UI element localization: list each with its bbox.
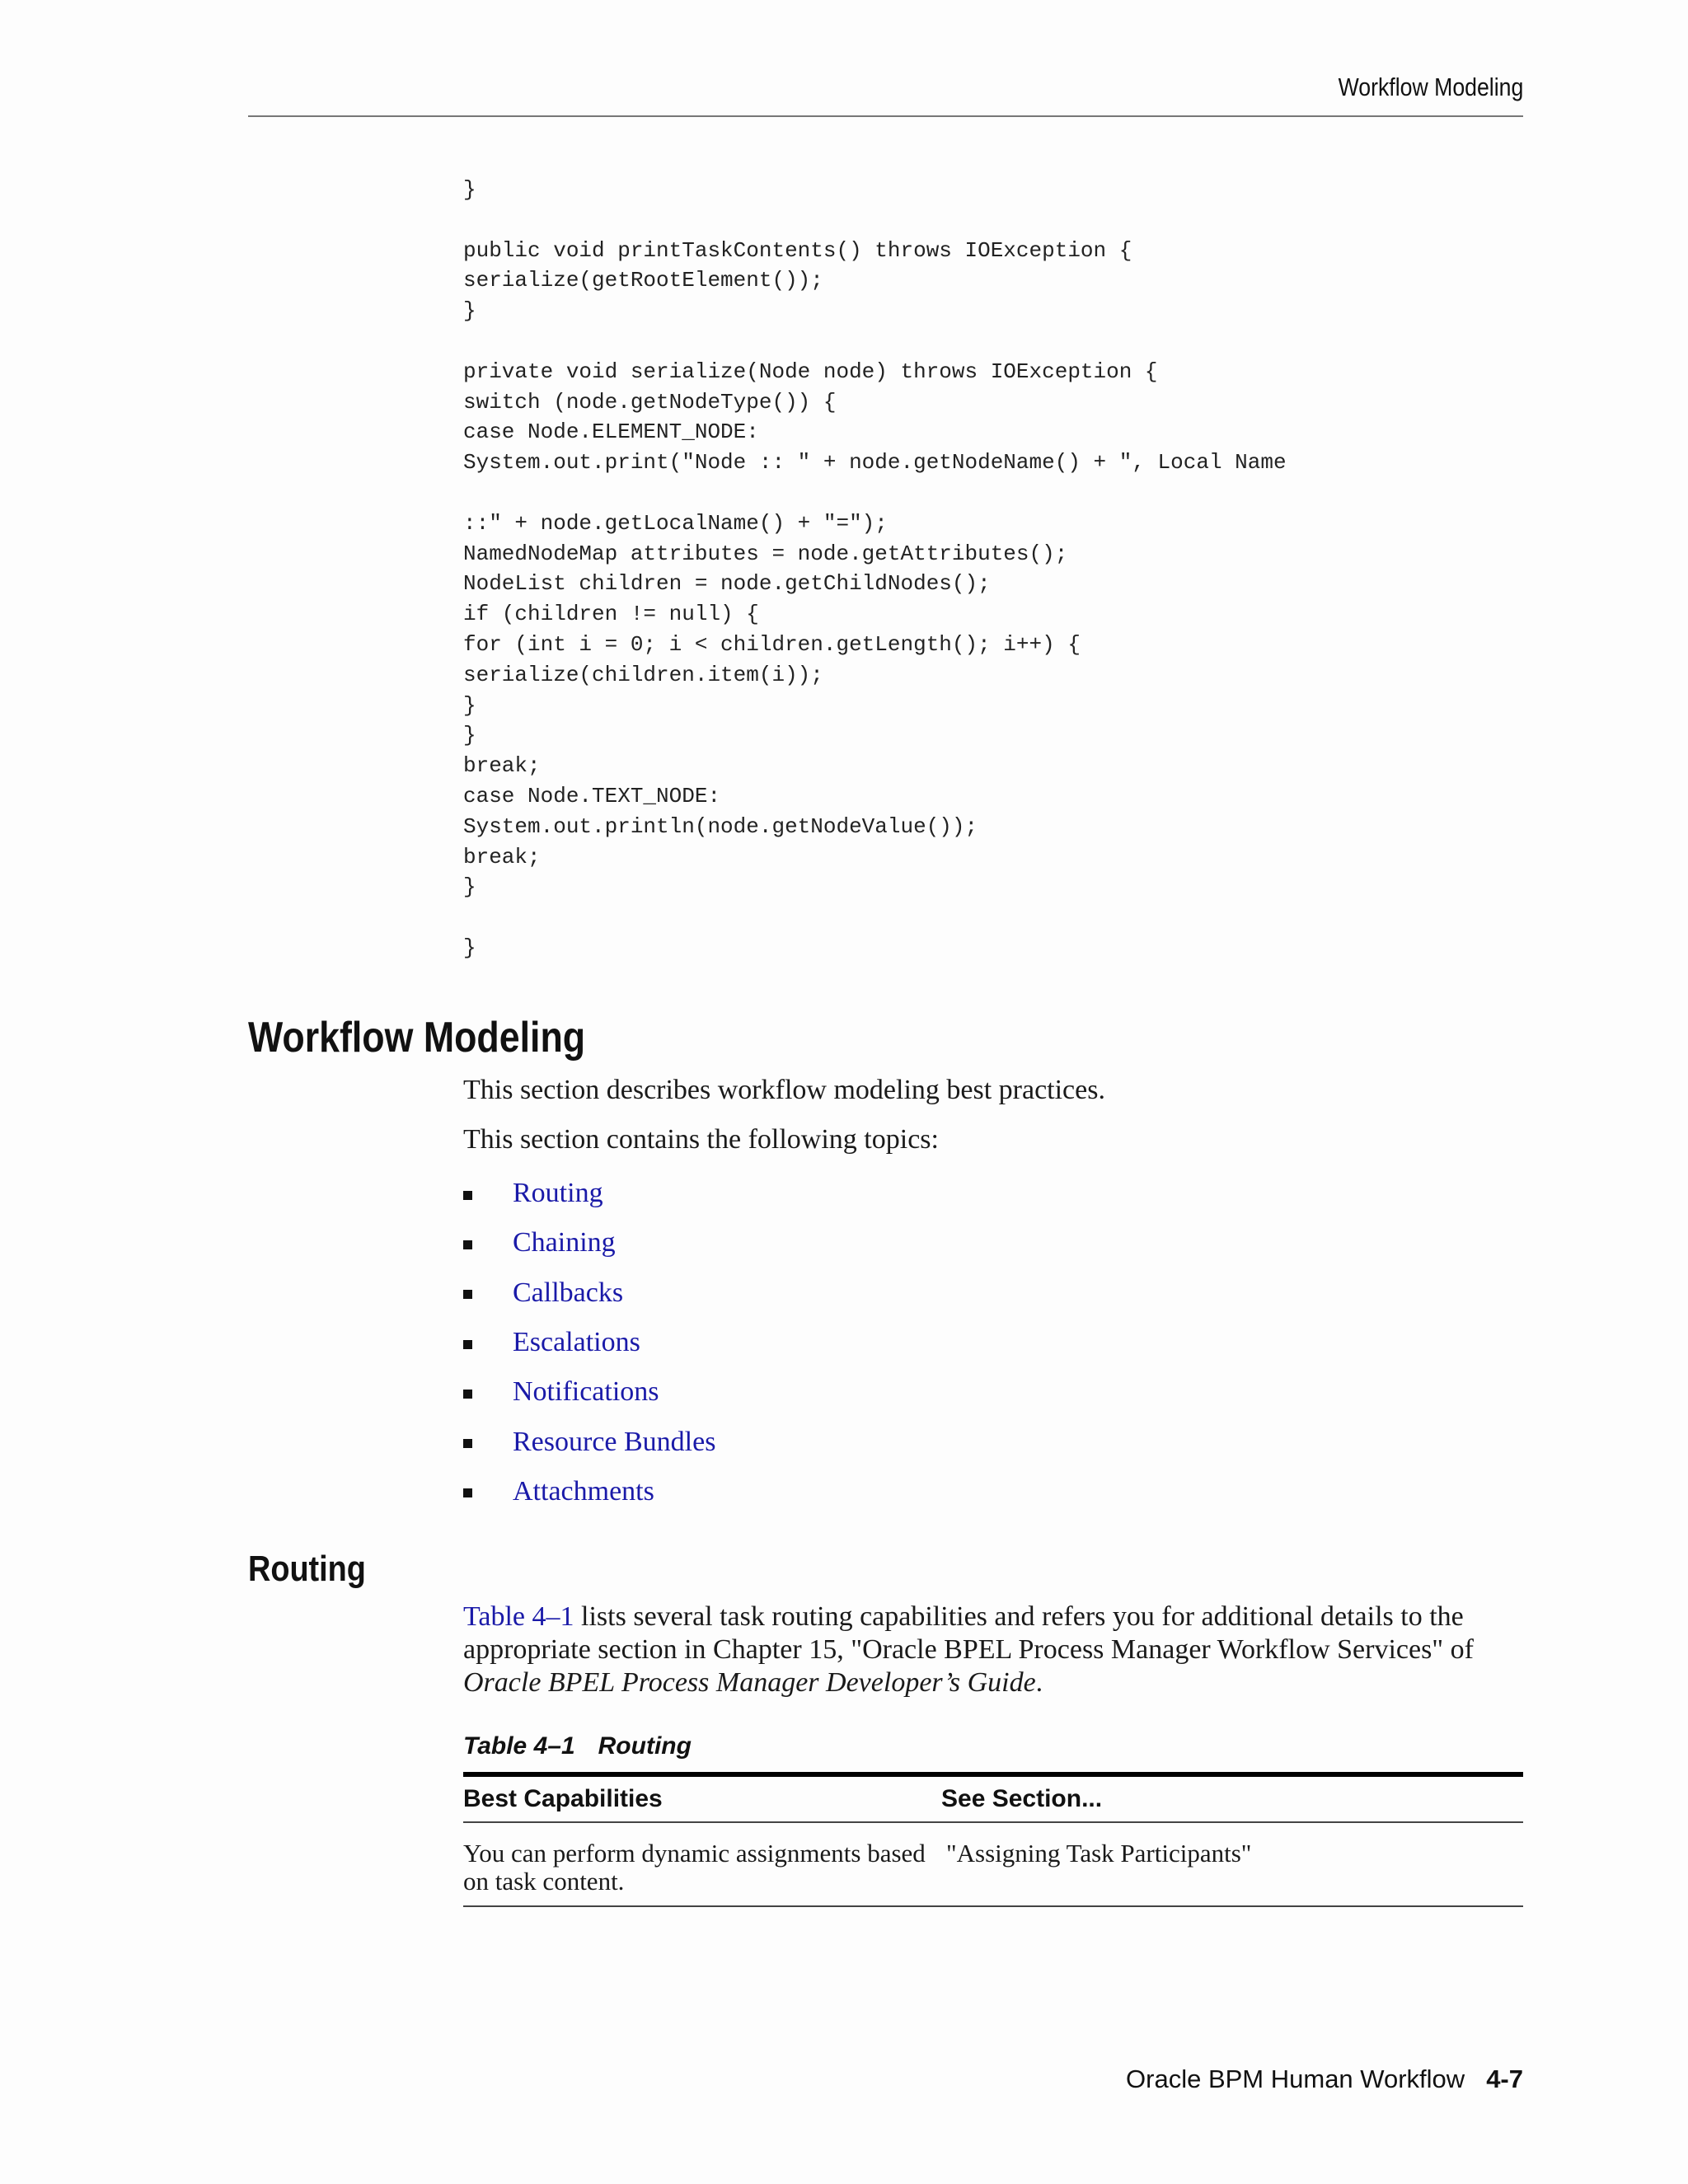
- list-item: [463, 1169, 715, 1218]
- bullet-icon: [463, 1191, 472, 1200]
- code-listing: } public void printTaskContents() throws IOException { serialize(getRootElement()); } private void serialize(Node node) throws IOException { switch (node.getNodeType()) { case Node.ELEMENT_NODE: System.out.print("Node :: " + node.getNodeName() + ", Local Name ::" + node.getLocalName() + "="); NamedNodeMap attributes = node.getAttributes(); NodeList children = node.getChildNodes(); if (children != null) { for (int i = 0; i < children.getLength(); i++) { serialize(children.item(i)); } } break; case Node.TEXT_NODE: System.out.println(node.getNodeValue()); break; } }: [463, 177, 1287, 960]
- topic-link-callbacks[interactable]: Callbacks: [513, 1277, 624, 1308]
- table-header-row: [463, 1777, 1523, 1823]
- routing-table: [463, 1772, 1523, 1907]
- list-item: [463, 1467, 715, 1516]
- section-heading: Workflow Modeling: [248, 1014, 586, 1062]
- topics-intro: This section contains the following topics:: [463, 1124, 939, 1155]
- section-intro: This section describes workflow modeling best practices.: [463, 1075, 1105, 1105]
- list-item: [463, 1367, 715, 1417]
- bullet-icon: [463, 1390, 472, 1399]
- bullet-icon: [463, 1439, 472, 1448]
- table-caption-number: Table 4–1: [463, 1732, 575, 1760]
- topic-link-chaining[interactable]: Chaining: [513, 1227, 616, 1258]
- list-item: [463, 1268, 715, 1318]
- list-item: [463, 1417, 715, 1466]
- bullet-icon: [463, 1488, 472, 1497]
- page-number: 4-7: [1486, 2064, 1523, 2093]
- column-header: Best Capabilities: [463, 1785, 663, 1812]
- topic-link-resource-bundles[interactable]: Resource Bundles: [513, 1426, 716, 1457]
- topic-link-notifications[interactable]: Notifications: [513, 1376, 659, 1408]
- topic-link-escalations[interactable]: Escalations: [513, 1327, 640, 1358]
- routing-paragraph: [463, 1601, 1526, 1699]
- bullet-icon: [463, 1240, 472, 1249]
- routing-heading: Routing: [248, 1549, 366, 1589]
- page-footer: [1126, 2064, 1523, 2094]
- list-item: [463, 1318, 715, 1367]
- book-title: Oracle BPEL Process Manager Developer’s Guide: [463, 1667, 1036, 1698]
- bullet-icon: [463, 1340, 472, 1349]
- table-caption: [463, 1732, 692, 1760]
- topic-link-attachments[interactable]: Attachments: [513, 1475, 654, 1507]
- table-caption-title: Routing: [598, 1732, 692, 1760]
- table-link[interactable]: Table 4–1: [463, 1601, 574, 1632]
- list-item: [463, 1218, 715, 1268]
- running-header: Workflow Modeling: [1338, 73, 1523, 101]
- topics-list: [463, 1169, 715, 1516]
- column-header: See Section...: [941, 1785, 1103, 1812]
- routing-text-2: .: [1035, 1667, 1043, 1698]
- topic-link-routing[interactable]: Routing: [513, 1178, 603, 1209]
- table-row: [463, 1823, 1523, 1907]
- header-rule: [248, 115, 1523, 117]
- footer-book-title: Oracle BPM Human Workflow: [1126, 2064, 1465, 2093]
- bullet-icon: [463, 1290, 472, 1299]
- table-cell: You can perform dynamic assignments based on task content.: [463, 1839, 926, 1896]
- routing-text-1: lists several task routing capabilities and refers you for additional details to the appropriate section in Chapter 15, "Oracle BPEL Process Manager Workflow Services" of: [463, 1601, 1475, 1665]
- table-cell: "Assigning Task Participants": [946, 1839, 1252, 1868]
